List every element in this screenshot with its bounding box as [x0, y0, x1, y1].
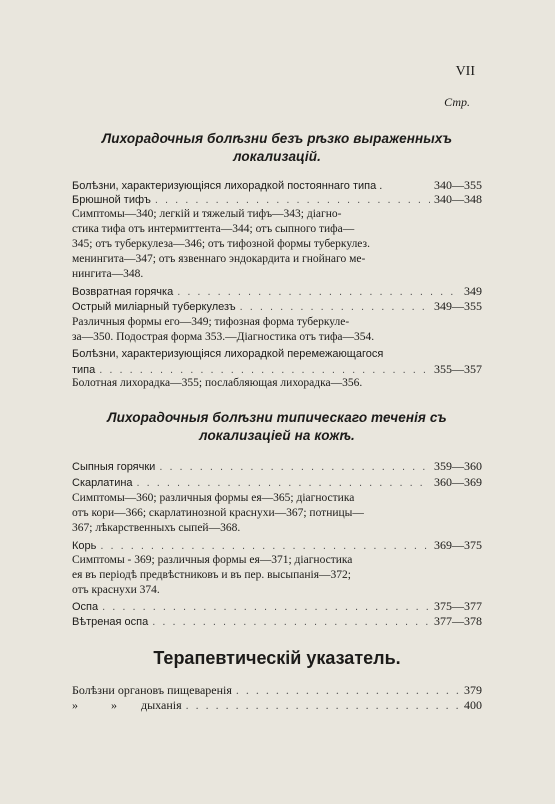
leader-dots — [152, 615, 430, 630]
leader-dots — [155, 193, 430, 208]
page-number: VII — [455, 64, 475, 79]
entry-description: Симптомы—360; различныя формы ея—365; діагностика отъ кори—366; скарлатинозной краснухи—367; потницы— 367; лѣкарственныхъ сыпей—368. — [72, 492, 364, 534]
toc-entry: Скарлатина . . . 360—369 — [72, 475, 482, 491]
section1-title: Лихорадочныя болѣзни безъ рѣзко выраженныхъ локализацій. — [101, 131, 453, 164]
leader-dots — [236, 683, 460, 698]
leader-dots — [186, 698, 460, 713]
leader-dots — [100, 539, 430, 554]
toc-entry-line: Болѣзни, характеризующіяся лихорадкой перемежающагося — [72, 348, 384, 360]
toc-entry: Оспа . . . 375—377 — [72, 599, 482, 615]
leader-dots — [137, 476, 430, 491]
toc-entry: Корь . . . 369—375 — [72, 538, 482, 554]
toc-entry: Острый миліарный туберкулезъ . . . 349—355 — [72, 299, 482, 315]
entry-description: Различныя формы его—349; тифозная форма туберкуле- за—350. Подострая форма 353.—Діагностика отъ тифа—354. — [72, 316, 375, 343]
toc-entry: Болѣзни органовъ пищеваренія . . . 379 — [72, 683, 482, 698]
leader-dots — [177, 285, 460, 300]
toc-entry: типа . . . 355—357 — [72, 362, 482, 378]
toc-entry: » » дыханія . . . 400 — [72, 698, 482, 713]
toc-entry: Вѣтреная оспа . . . 377—378 — [72, 614, 482, 630]
entry-description: Симптомы - 369; различныя формы ея—371; діагностика ея въ періодѣ предвѣстниковъ и въ пер. высыпанія—372; отъ краснухи 374. — [72, 554, 353, 596]
pages-column-label: Стр. — [444, 95, 470, 109]
section2-title: Лихорадочныя болѣзни типическаго теченія съ локализаціей на кожѣ. — [107, 410, 447, 443]
entry-description: Болотная лихорадка—355; послабляющая лихорадка—356. — [72, 377, 363, 389]
toc-entry: Болѣзни, характеризующіяся лихорадкой постояннаго типа . 340—355 — [72, 178, 482, 192]
toc-entry: Возвратная горячка . . . 349 — [72, 284, 482, 300]
leader-dots — [102, 600, 430, 615]
entry-description: Симптомы—340; легкій и тяжелый тифъ—343; діагно- стика тифа отъ интермиттента—344; отъ сыпного тифа— 345; отъ туберкулеза—346; отъ тифозной формы туберкулез. менингита—347; отъ язвеннаго эндокардита и гнойнаго ме- нингита—348. — [72, 208, 370, 280]
leader-dots — [240, 300, 430, 315]
toc-entry: Брюшной тифъ . . . 340—348 — [72, 192, 482, 208]
toc-entry: Сыпныя горячки . . . 359—360 — [72, 459, 482, 475]
section3-title: Терапевтическій указатель. — [153, 648, 401, 668]
leader-dots — [159, 460, 430, 475]
